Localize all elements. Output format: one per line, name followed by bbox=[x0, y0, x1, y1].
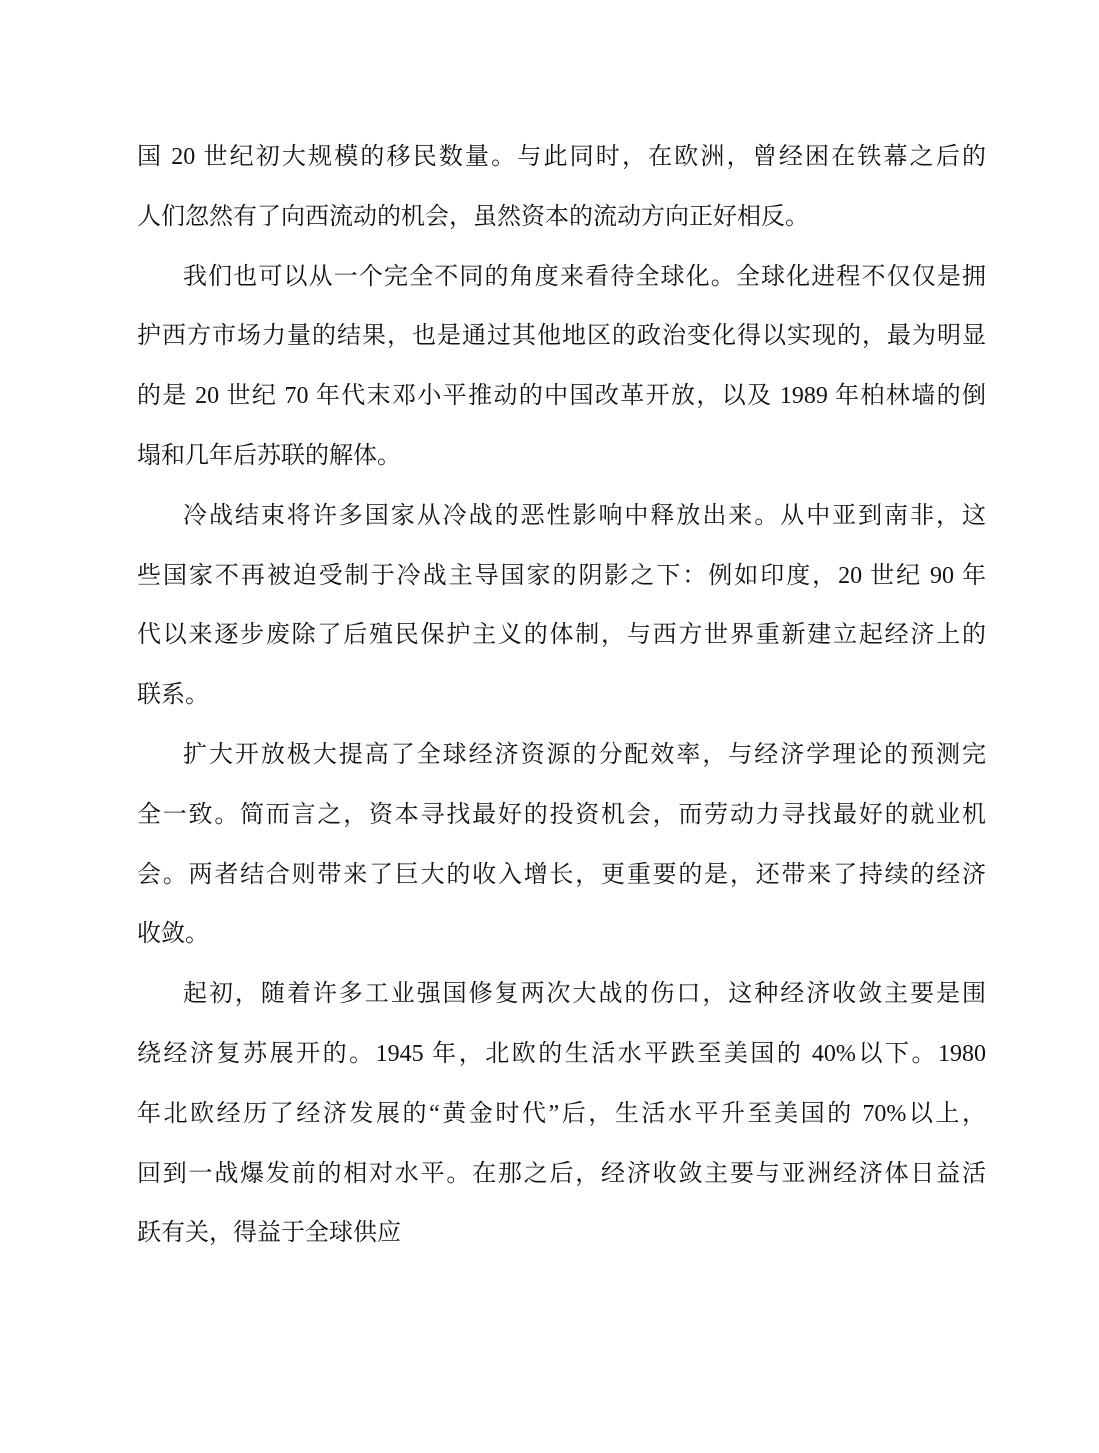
text-line: 我们也可以从一个完全不同的角度来看待全球化。全球化进程不仅仅是拥 bbox=[183, 263, 986, 290]
text-line: 代以来逐步废除了后殖民保护主义的体制，与西方世界重新建立起经济上的 bbox=[137, 622, 986, 649]
text-line: 扩大开放极大提高了全球经济资源的分配效率，与经济学理论的预测完 bbox=[183, 741, 986, 768]
text-line: 跃有关，得益于全球供应 bbox=[137, 1220, 401, 1247]
text-line: 全一致。简而言之，资本寻找最好的投资机会，而劳动力寻找最好的就业机 bbox=[137, 801, 986, 828]
text-line: 的是 20 世纪 70 年代末邓小平推动的中国改革开放，以及 1989 年柏林墙的倒 bbox=[137, 383, 986, 410]
paragraph bbox=[137, 248, 986, 487]
text-line: 塌和几年后苏联的解体。 bbox=[137, 442, 401, 469]
text-line: 护西方市场力量的结果，也是通过其他地区的政治变化得以实现的，最为明显 bbox=[137, 323, 986, 350]
document-page bbox=[137, 128, 986, 1264]
text-line: 些国家不再被迫受制于冷战主导国家的阴影之下：例如印度，20 世纪 90 年 bbox=[137, 562, 986, 589]
paragraph bbox=[137, 965, 986, 1264]
text-line: 国 20 世纪初大规模的移民数量。与此同时，在欧洲，曾经困在铁幕之后的 bbox=[137, 144, 986, 170]
paragraph bbox=[137, 487, 986, 726]
text-line: 人们忽然有了向西流动的机会，虽然资本的流动方向正好相反。 bbox=[137, 203, 809, 230]
text-line: 收敛。 bbox=[137, 921, 209, 948]
paragraph bbox=[137, 128, 986, 248]
text-line: 年北欧经历了经济发展的“黄金时代”后，生活水平升至美国的 70%以上， bbox=[137, 1100, 986, 1127]
text-line: 回到一战爆发前的相对水平。在那之后，经济收敛主要与亚洲经济体日益活 bbox=[137, 1160, 986, 1187]
text-line: 冷战结束将许多国家从冷战的恶性影响中释放出来。从中亚到南非，这 bbox=[183, 502, 986, 529]
paragraph bbox=[137, 726, 986, 965]
text-line: 起初，随着许多工业强国修复两次大战的伤口，这种经济收敛主要是围 bbox=[183, 981, 986, 1008]
text-line: 绕经济复苏展开的。1945 年，北欧的生活水平跌至美国的 40%以下。1980 bbox=[137, 1040, 986, 1067]
text-line: 会。两者结合则带来了巨大的收入增长，更重要的是，还带来了持续的经济 bbox=[137, 861, 986, 888]
text-line: 联系。 bbox=[137, 682, 209, 709]
